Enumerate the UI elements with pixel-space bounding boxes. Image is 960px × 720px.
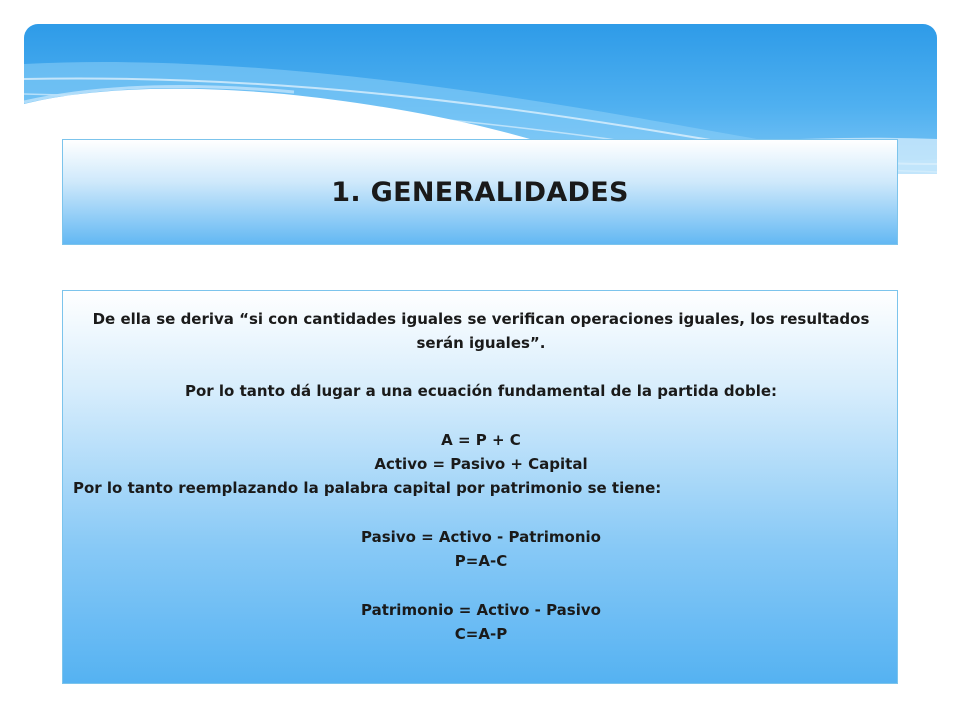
equation-words-2: Pasivo = Activo - Patrimonio — [361, 528, 601, 546]
slide-title: 1. GENERALIDADES — [331, 176, 629, 208]
equation-symbols-3: C=A-P — [454, 625, 508, 643]
paragraph-replacement: Por lo tanto reemplazando la palabra capital por patrimonio se tiene: — [73, 479, 662, 497]
equation-words-3: Patrimonio = Activo - Pasivo — [361, 601, 601, 619]
title-box — [62, 139, 898, 245]
paragraph-derivation: De ella se deriva “si con cantidades iguales se verifican operaciones iguales, los resultados serán iguales”. — [92, 310, 870, 352]
paragraph-equation-intro: Por lo tanto dá lugar a una ecuación fundamental de la partida doble: — [184, 382, 778, 400]
equation-symbols-1: A = P + C — [441, 431, 521, 449]
equation-words-1: Activo = Pasivo + Capital — [374, 455, 588, 473]
content-text — [63, 307, 899, 646]
content-box — [62, 290, 898, 684]
equation-symbols-2: P=A-C — [454, 552, 508, 570]
